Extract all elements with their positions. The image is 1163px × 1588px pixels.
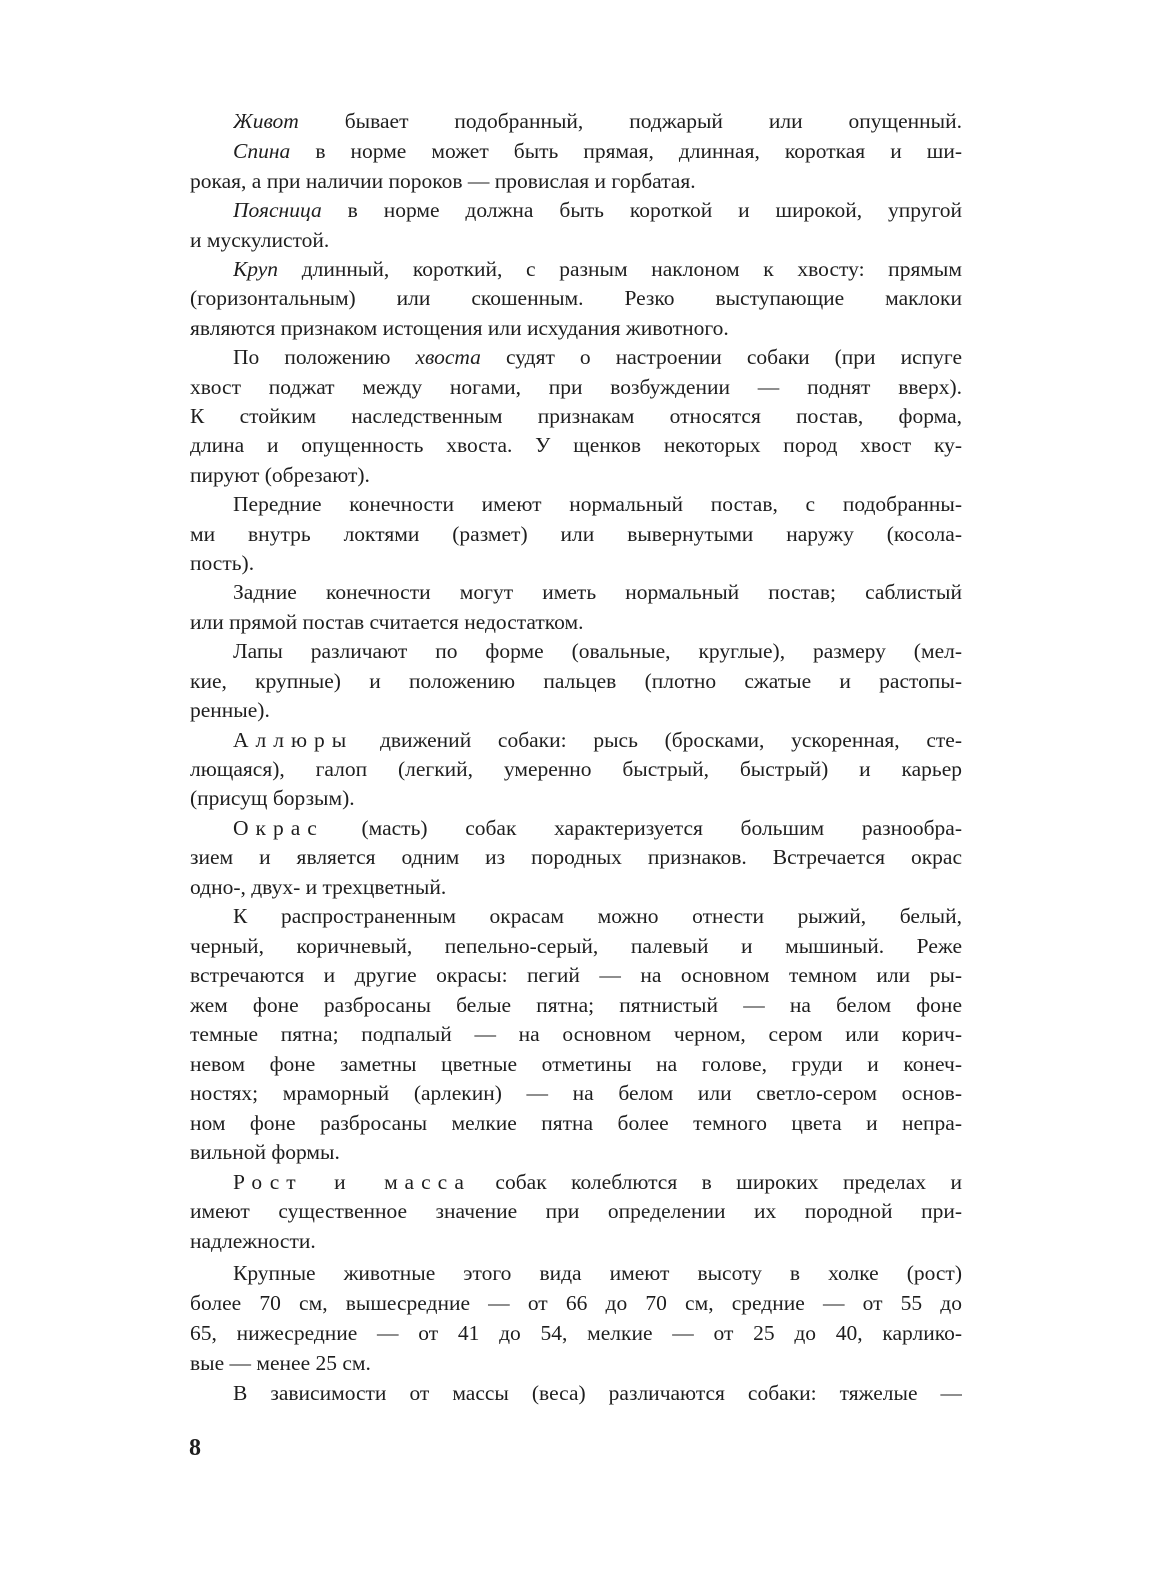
text-run: и мускулистой.	[190, 228, 330, 252]
text-line	[233, 636, 962, 666]
text-line	[190, 1019, 962, 1049]
text-line	[190, 1078, 962, 1108]
text-run: судят о настроении собаки (при испуге	[480, 345, 962, 369]
text-line	[190, 666, 962, 696]
text-line	[190, 401, 962, 431]
text-line	[190, 872, 962, 902]
text-line	[190, 372, 962, 402]
text-run: являются признаком истощения или исхудания животного.	[190, 316, 729, 340]
text-run: более 70 см, вышесредние — от 66 до 70 см, средние — от 55 до	[190, 1291, 962, 1315]
text-line	[190, 313, 962, 343]
text-line	[233, 1258, 962, 1288]
text-line	[190, 1196, 962, 1226]
text-line	[190, 1137, 962, 1167]
text-run: длина и опущенность хвоста. У щенков некоторых пород хвост ку-	[190, 433, 962, 457]
text-run: зием и является одним из породных признаков. Встречается окрас	[190, 845, 962, 869]
text-run: ном фоне разбросаны мелкие пятна более темного цвета и непра-	[190, 1111, 962, 1135]
text-line	[190, 842, 962, 872]
text-run: 65, нижесредние — от 41 до 54, мелкие — от 25 до 40, карлико-	[190, 1321, 962, 1345]
text-line	[190, 695, 962, 725]
text-run: (горизонтальным) или скошенным. Резко выступающие маклоки	[190, 286, 962, 310]
text-line	[190, 1318, 962, 1348]
text-line	[233, 342, 962, 372]
text-line	[190, 519, 962, 549]
text-run: хвост поджат между ногами, при возбуждении — поднят вверх).	[190, 375, 962, 399]
page-number: 8	[189, 1435, 201, 1461]
text-run: имеют существенное значение при определении их породной при-	[190, 1199, 962, 1223]
text-run: (масть) собак характеризуется большим разнообра-	[323, 816, 962, 840]
text-line	[190, 548, 962, 578]
text-line	[190, 283, 962, 313]
text-line	[190, 990, 962, 1020]
text-run: в норме должна быть короткой и широкой, упругой	[321, 198, 962, 222]
text-run: одно-, двух- и трехцветный.	[190, 875, 447, 899]
text-line	[233, 195, 962, 225]
text-run: или прямой постав считается недостатком.	[190, 610, 584, 634]
text-line	[190, 754, 962, 784]
text-run: длинный, короткий, с разным наклоном к хвосту: прямым	[278, 257, 962, 281]
text-line	[190, 1049, 962, 1079]
text-line	[233, 577, 962, 607]
text-line	[233, 1378, 962, 1408]
text-line	[190, 430, 962, 460]
text-run: Задние конечности могут иметь нормальный постав; саблистый	[233, 580, 962, 604]
text-run: рокая, а при наличии пороков — провислая и горбатая.	[190, 169, 696, 193]
text-run: ренные).	[190, 698, 270, 722]
term-spaced: Аллюры	[233, 728, 354, 752]
text-line	[233, 489, 962, 519]
text-run: (присущ борзым).	[190, 786, 355, 810]
text-run: встречаются и другие окрасы: пегий — на основном темном или ры-	[190, 963, 962, 987]
text-line	[233, 254, 962, 284]
text-run: Передние конечности имеют нормальный постав, с подобранны-	[233, 492, 962, 516]
text-line	[190, 460, 962, 490]
text-run: ностях; мраморный (арлекин) — на белом или светло-сером основ-	[190, 1081, 962, 1105]
text-run: черный, коричневый, пепельно-серый, палевый и мышиный. Реже	[190, 934, 962, 958]
text-run: К распространенным окрасам можно отнести рыжий, белый,	[233, 904, 962, 928]
text-line	[233, 813, 962, 843]
text-run: Лапы различают по форме (овальные, круглые), размеру (мел-	[233, 639, 962, 663]
term-italic: Спина	[233, 139, 291, 163]
text-line	[190, 960, 962, 990]
text-run: пость).	[190, 551, 255, 575]
text-run: пируют (обрезают).	[190, 463, 370, 487]
text-run: бывает подобранный, поджарый или опущенный.	[298, 109, 962, 133]
text-run: кие, крупные) и положению пальцев (плотно сжатые и растопы-	[190, 669, 962, 693]
text-line	[190, 607, 962, 637]
text-run: темные пятна; подпалый — на основном черном, сером или корич-	[190, 1022, 962, 1046]
text-line	[190, 1108, 962, 1138]
text-line	[190, 931, 962, 961]
text-line	[190, 1288, 962, 1318]
text-run: Крупные животные этого вида имеют высоту в холке (рост)	[233, 1261, 962, 1285]
text-run: в норме может быть прямая, длинная, короткая и ши-	[290, 139, 962, 163]
term-italic: Поясница	[233, 198, 322, 222]
text-run: лющаяся), галоп (легкий, умеренно быстрый, быстрый) и карьер	[190, 757, 962, 781]
text-run: В зависимости от массы (веса) различаются собаки: тяжелые —	[233, 1381, 962, 1405]
text-line	[233, 106, 962, 136]
text-line	[190, 783, 962, 813]
term-italic: Живот	[233, 109, 299, 133]
text-line	[233, 901, 962, 931]
text-line	[233, 725, 962, 755]
term-italic: хвоста	[415, 345, 481, 369]
text-run: ми внутрь локтями (размет) или вывернутыми наружу (косола-	[190, 522, 962, 546]
text-line	[190, 1226, 962, 1256]
text-run: К стойким наследственным признакам относятся постав, форма,	[190, 404, 962, 428]
text-line	[233, 136, 962, 166]
text-run: жем фоне разбросаны белые пятна; пятнистый — на белом фоне	[190, 993, 962, 1017]
text-line	[190, 225, 962, 255]
text-run: движений собаки: рысь (бросками, ускоренная, сте-	[353, 728, 962, 752]
text-run: невом фоне заметны цветные отметины на голове, груди и конеч-	[190, 1052, 962, 1076]
term-italic: Круп	[233, 257, 279, 281]
text-run: собак колеблются в широких пределах и	[470, 1170, 962, 1194]
text-run: вые — менее 25 см.	[190, 1351, 371, 1375]
text-line	[233, 1167, 962, 1197]
text-run: вильной формы.	[190, 1140, 340, 1164]
text-run: надлежности.	[190, 1229, 316, 1253]
term-spaced: Рост и масса	[233, 1170, 471, 1194]
term-spaced: Окрас	[233, 816, 324, 840]
text-line	[190, 166, 962, 196]
text-run: По положению	[233, 345, 416, 369]
text-line	[190, 1348, 962, 1378]
